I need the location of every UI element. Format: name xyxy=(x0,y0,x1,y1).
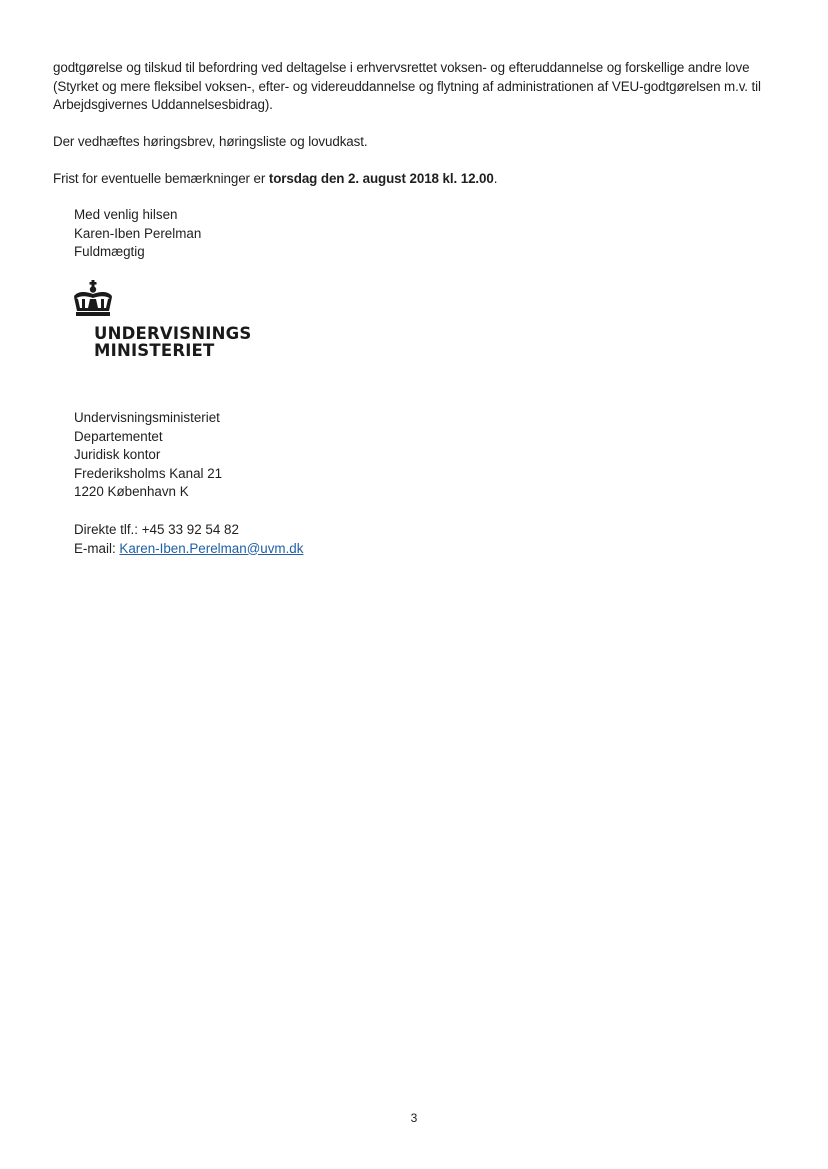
signature-title: Fuldmægtig xyxy=(74,244,145,260)
email-link[interactable]: Karen-Iben.Perelman@uvm.dk xyxy=(119,540,304,556)
signature-block xyxy=(74,206,201,262)
body-paragraph-2: Der vedhæftes høringsbrev, høringsliste og lovudkast. xyxy=(53,134,368,149)
deadline-paragraph xyxy=(53,170,783,189)
phone-number: +45 33 92 54 82 xyxy=(141,522,239,537)
signature-greeting: Med venlig hilsen xyxy=(74,207,178,222)
email-label: E-mail: xyxy=(74,540,116,556)
signature-name: Karen-Iben Perelman xyxy=(74,225,202,241)
deadline-suffix: . xyxy=(493,171,498,186)
deadline-date: torsdag den 2. august 2018 kl. 12.00 xyxy=(268,171,494,186)
logo-wordmark xyxy=(94,325,251,359)
contact-block xyxy=(74,521,303,558)
address-street: Frederiksholms Kanal 21 xyxy=(74,465,223,481)
address-block xyxy=(74,409,222,502)
deadline-prefix: Frist for eventuelle bemærkninger er xyxy=(53,171,269,186)
logo-line-2: MINISTERIET xyxy=(94,341,215,360)
crown-icon xyxy=(70,280,116,318)
address-city: 1220 København K xyxy=(74,484,189,500)
phone-label: Direkte tlf.: xyxy=(74,522,138,537)
page-number: 3 xyxy=(410,1111,418,1125)
phone-line xyxy=(74,521,303,540)
email-line xyxy=(74,540,303,559)
address-department: Departementet xyxy=(74,428,163,444)
ministry-logo xyxy=(70,280,270,370)
address-office: Juridisk kontor xyxy=(74,447,161,463)
logo-line-1: UNDERVISNINGS xyxy=(94,324,252,343)
body-paragraph-1: godtgørelse og tilskud til befordring ved deltagelse i erhvervsrettet voksen- og efteruddannelse og forskellige andre love (Styrket og mere fleksibel voksen-, efter- og videreuddannelse og flytning af administrationen af VEU-godtgørelsen m.v. til Arbejdsgivernes Uddannelsesbidrag). xyxy=(53,60,761,113)
address-organization: Undervisningsministeriet xyxy=(74,410,220,425)
